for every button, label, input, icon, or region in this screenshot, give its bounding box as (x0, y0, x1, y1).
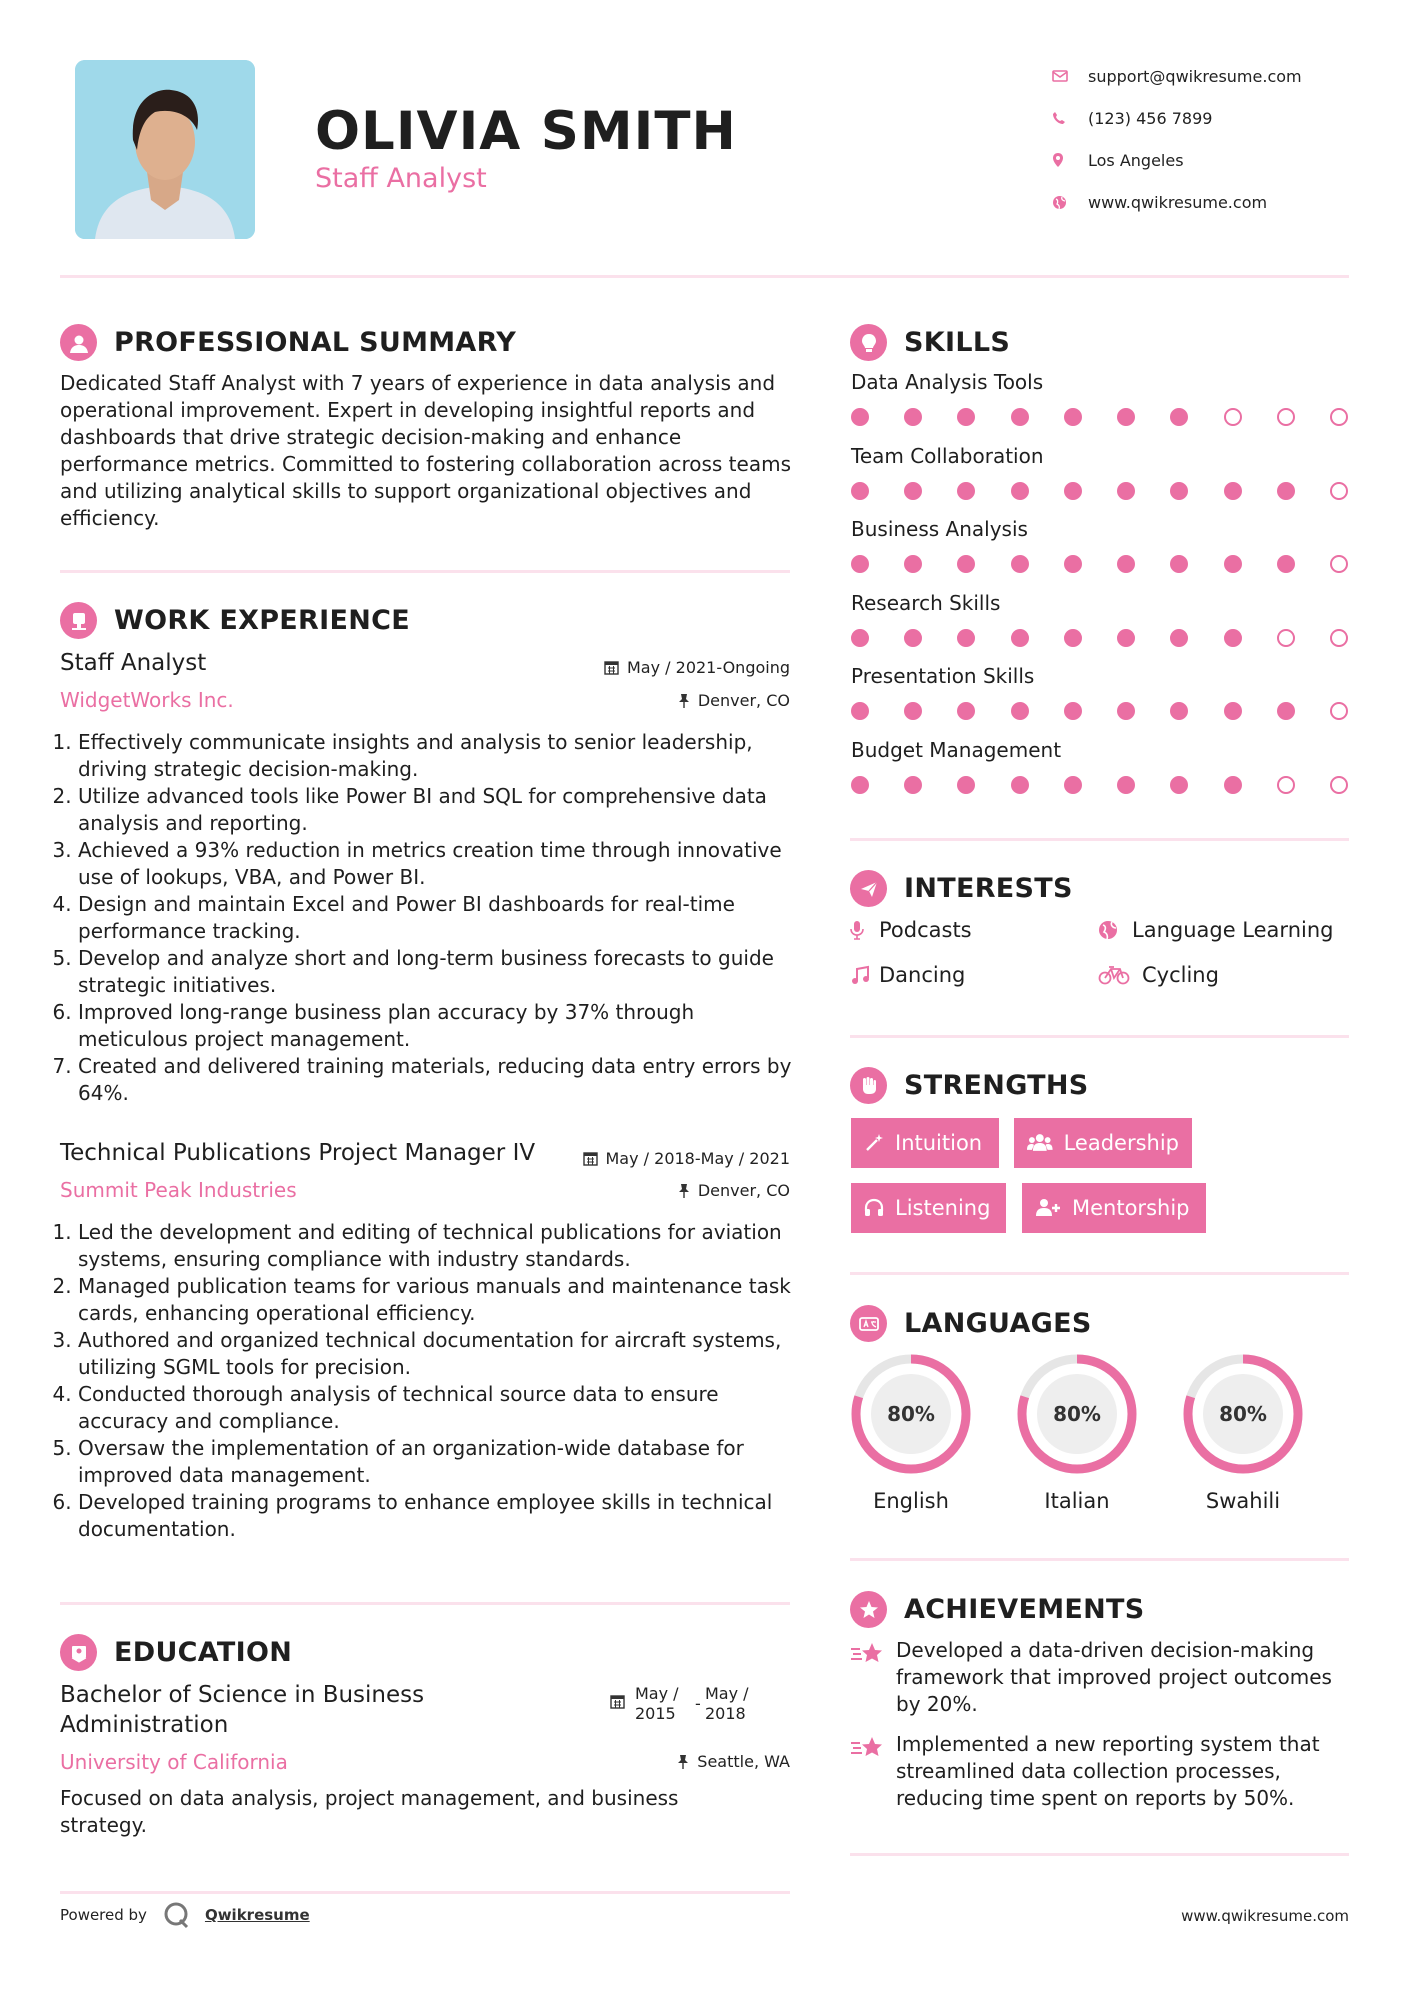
profile-photo (75, 60, 255, 239)
skill-dot-filled (1170, 482, 1188, 500)
list-item: 6. Improved long-range business plan accuracy by 37% through meticulous project management. (78, 999, 800, 1053)
summary-heading (60, 324, 516, 361)
summary-title: PROFESSIONAL SUMMARY (114, 327, 517, 358)
job-dates (580, 1149, 790, 1168)
skill-dot-filled (851, 776, 869, 794)
skill-dot-filled (1224, 702, 1242, 720)
skill-dot-filled (957, 702, 975, 720)
skill-dot-empty (1277, 776, 1295, 794)
skill-dot-filled (1224, 482, 1242, 500)
list-item: 1. Led the development and editing of technical publications for aviation systems, ensuring compliance with industry standards. (78, 1219, 800, 1273)
list-item: 6. Developed training programs to enhance employee skills in technical documentation. (78, 1489, 800, 1543)
skill-dot-filled (1170, 776, 1188, 794)
languages-heading (850, 1305, 1092, 1342)
skill-dot-filled (904, 702, 922, 720)
user-circle-icon (60, 324, 97, 361)
shooting-star-icon (850, 1731, 896, 1812)
skill-dot-filled (1170, 702, 1188, 720)
calendar-icon (604, 660, 619, 675)
education-location-text: Seattle, WA (697, 1752, 790, 1771)
skill-dot-empty (1277, 629, 1295, 647)
education-heading (60, 1634, 292, 1671)
list-item: 2. Managed publication teams for various manuals and maintenance task cards, enhancing operational efficiency. (78, 1273, 800, 1327)
language-item (1016, 1353, 1138, 1513)
skill-dot-filled (957, 408, 975, 426)
graduation-icon (60, 1634, 97, 1671)
bicycle-icon (1098, 965, 1142, 985)
skill-dot-filled (1064, 629, 1082, 647)
skill-dot-empty (1330, 776, 1348, 794)
skill-dot-empty (1330, 408, 1348, 426)
lightbulb-icon (850, 324, 887, 361)
contact-location (1052, 139, 1397, 181)
skill-dot-filled (1117, 482, 1135, 500)
contact-phone-text: (123) 456 7899 (1088, 108, 1213, 128)
language-ring (1016, 1353, 1138, 1475)
footer-url[interactable]: www.qwikresume.com (1181, 1907, 1349, 1925)
skill-dot-filled (904, 629, 922, 647)
work-heading (60, 602, 410, 639)
degree-title: Bachelor of Science in Business Administration (60, 1682, 425, 1738)
achievements-heading (850, 1591, 1145, 1628)
skill-dot-empty (1224, 408, 1242, 426)
skill-rating (851, 629, 1348, 647)
strength-tag (1022, 1183, 1206, 1233)
contact-website-text: www.qwikresume.com (1088, 192, 1268, 212)
language-item (1182, 1353, 1304, 1513)
skills-heading (850, 324, 1010, 361)
list-item: 5. Oversaw the implementation of an organization-wide database for improved data management. (78, 1435, 800, 1489)
work-title: WORK EXPERIENCE (114, 605, 410, 636)
interest-item (1098, 963, 1219, 987)
skill-dot-filled (1170, 629, 1188, 647)
job-location (500, 691, 790, 710)
languages-title: LANGUAGES (904, 1308, 1092, 1339)
skill-dot-filled (1064, 776, 1082, 794)
education-title: EDUCATION (114, 1637, 293, 1668)
interest-item (850, 918, 972, 942)
candidate-name: OLIVIA SMITH (315, 101, 737, 162)
school-name: University of California (60, 1750, 288, 1774)
strength-tag (1014, 1118, 1192, 1168)
calendar-icon (610, 1694, 625, 1709)
skill-row (851, 664, 1351, 738)
education-dates (610, 1684, 765, 1724)
interest-label: Podcasts (879, 918, 972, 942)
skill-dot-filled (1170, 555, 1188, 573)
language-ring (1182, 1353, 1304, 1475)
skill-rating (851, 482, 1348, 500)
job-company: WidgetWorks Inc. (60, 688, 234, 712)
language-name: English (873, 1489, 949, 1513)
strength-label: Intuition (895, 1131, 983, 1155)
strengths-divider (850, 1272, 1349, 1275)
job-title: Technical Publications Project Manager IV (60, 1140, 536, 1166)
list-item: 4. Conducted thorough analysis of technical source data to ensure accuracy and compliance. (78, 1381, 800, 1435)
users-icon (1027, 1133, 1053, 1153)
shooting-star-icon (850, 1637, 896, 1718)
skills-list (851, 370, 1351, 811)
skill-row (851, 738, 1351, 812)
skill-dot-filled (957, 555, 975, 573)
skill-dot-filled (1117, 629, 1135, 647)
strength-label: Mentorship (1072, 1196, 1190, 1220)
music-note-icon (850, 965, 879, 985)
job-company: Summit Peak Industries (60, 1178, 297, 1202)
skill-dot-filled (904, 776, 922, 794)
skill-dot-empty (1330, 702, 1348, 720)
skill-name: Budget Management (851, 737, 1062, 762)
skill-dot-filled (957, 629, 975, 647)
education-divider (60, 1891, 790, 1894)
raised-fist-icon (850, 1067, 887, 1104)
location-pin-icon (1052, 152, 1088, 168)
language-ring (850, 1353, 972, 1475)
qwikresume-logo-icon (161, 1900, 191, 1930)
phone-icon (1052, 111, 1088, 125)
skill-row (851, 591, 1351, 665)
globe-icon (1098, 920, 1132, 940)
qwikresume-link[interactable]: Qwikresume (204, 1906, 310, 1924)
footer-powered (60, 1900, 310, 1930)
headphones-icon (864, 1198, 884, 1218)
skill-rating (851, 555, 1348, 573)
skill-row (851, 517, 1351, 591)
job-responsibilities (60, 729, 800, 1107)
pushpin-icon (678, 1183, 690, 1198)
briefcase-icon (60, 602, 97, 639)
interests-divider (850, 1035, 1349, 1038)
skill-dot-filled (1011, 408, 1029, 426)
skill-dot-filled (1011, 555, 1029, 573)
skill-name: Data Analysis Tools (851, 370, 1044, 394)
user-plus-icon (1035, 1198, 1061, 1218)
language-percent: 80% (1219, 1402, 1267, 1426)
skill-dot-filled (1277, 555, 1295, 573)
summary-divider (60, 570, 790, 573)
skill-dot-filled (1117, 555, 1135, 573)
language-card-icon (850, 1305, 887, 1342)
skill-dot-filled (1277, 702, 1295, 720)
education-description: Focused on data analysis, project management, and business strategy. (60, 1786, 679, 1837)
strengths-heading (850, 1067, 1089, 1104)
interest-item (850, 963, 965, 987)
education-end-date: May / 2018 (705, 1684, 749, 1723)
job-dates-text: May / 2021-Ongoing (627, 658, 790, 677)
list-item: 1. Effectively communicate insights and analysis to senior leadership, driving strategic decision-making. (78, 729, 800, 783)
contact-list (1052, 55, 1397, 223)
languages-divider (850, 1558, 1349, 1561)
skill-dot-filled (1011, 629, 1029, 647)
list-item: 5. Develop and analyze short and long-term business forecasts to guide strategic initiatives. (78, 945, 800, 999)
work-divider (60, 1602, 790, 1605)
skill-dot-filled (1064, 482, 1082, 500)
list-item: 3. Authored and organized technical documentation for aircraft systems, utilizing SGML tools for precision. (78, 1327, 800, 1381)
skill-dot-empty (1277, 408, 1295, 426)
list-item: 3. Achieved a 93% reduction in metrics creation time through innovative use of lookups, VBA, and Power BI. (78, 837, 800, 891)
education-location (500, 1752, 790, 1771)
interest-item (1098, 918, 1333, 942)
language-percent: 80% (1053, 1402, 1101, 1426)
strength-label: Listening (895, 1196, 991, 1220)
envelope-icon (1052, 70, 1088, 82)
language-name: Italian (1044, 1489, 1110, 1513)
skill-dot-filled (957, 482, 975, 500)
header-divider (60, 275, 1349, 278)
skill-dot-filled (851, 555, 869, 573)
powered-by-text: Powered by (60, 1906, 147, 1924)
skill-dot-filled (1170, 408, 1188, 426)
skill-dot-filled (1224, 776, 1242, 794)
skill-name: Presentation Skills (851, 664, 1035, 688)
pushpin-icon (677, 1754, 689, 1769)
skill-dot-filled (1117, 702, 1135, 720)
skill-dot-filled (1011, 482, 1029, 500)
education-start-date: May / 2015 (635, 1684, 679, 1723)
skill-dot-filled (851, 408, 869, 426)
job-location-text: Denver, CO (697, 1181, 790, 1200)
skill-rating (851, 702, 1348, 720)
contact-website[interactable] (1052, 181, 1397, 223)
achievement-text: Implemented a new reporting system that streamlined data collection processes, reducing time spent on reports by 50%. (896, 1732, 1320, 1810)
skill-rating (851, 408, 1348, 426)
pushpin-icon (678, 693, 690, 708)
skill-dot-empty (1330, 482, 1348, 500)
language-percent: 80% (887, 1402, 935, 1426)
language-item (850, 1353, 972, 1513)
contact-email-text: support@qwikresume.com (1088, 66, 1302, 86)
skill-dot-filled (904, 482, 922, 500)
skill-rating (851, 776, 1348, 794)
skill-row (851, 444, 1351, 518)
skill-name: Research Skills (851, 590, 1001, 615)
skills-divider (850, 838, 1349, 841)
list-item: 4. Design and maintain Excel and Power BI dashboards for real-time performance tracking. (78, 891, 800, 945)
star-badge-icon (850, 1591, 887, 1628)
skill-name: Business Analysis (851, 517, 1028, 541)
paper-plane-icon (850, 870, 887, 907)
job-dates-text: May / 2018-May / 2021 (605, 1149, 790, 1168)
skill-name: Team Collaboration (851, 443, 1044, 468)
skill-dot-filled (1064, 702, 1082, 720)
skill-dot-filled (957, 776, 975, 794)
contact-location-text: Los Angeles (1088, 150, 1184, 170)
interest-label: Cycling (1142, 963, 1219, 987)
contact-phone[interactable] (1052, 97, 1397, 139)
achievements-divider (850, 1853, 1349, 1856)
achievement-item (850, 1731, 1350, 1812)
skill-dot-filled (1011, 776, 1029, 794)
job-dates (500, 658, 790, 677)
skill-dot-filled (851, 482, 869, 500)
interest-label: Dancing (879, 963, 966, 987)
interests-title: INTERESTS (904, 873, 1073, 904)
strength-tag (851, 1118, 999, 1168)
skill-dot-filled (904, 555, 922, 573)
contact-email[interactable] (1052, 55, 1397, 97)
skill-dot-filled (851, 629, 869, 647)
candidate-role: Staff Analyst (315, 163, 487, 194)
skill-dot-filled (1011, 702, 1029, 720)
skill-dot-filled (1064, 555, 1082, 573)
summary-text: Dedicated Staff Analyst with 7 years of experience in data analysis and operational improvement. Expert in developing insightful reports and dashboards that drive strategic decision-making and enhance performance metrics. Committed to fostering collaboration across teams and utilizing analytical skills to support organizational objectives and efficiency. (60, 371, 791, 530)
skill-dot-empty (1330, 629, 1348, 647)
skill-dot-empty (1330, 555, 1348, 573)
achievements-title: ACHIEVEMENTS (904, 1594, 1145, 1625)
strengths-title: STRENGTHS (904, 1070, 1089, 1101)
skills-title: SKILLS (904, 327, 1011, 358)
strength-label: Leadership (1063, 1131, 1179, 1155)
skill-dot-filled (851, 702, 869, 720)
achievement-item (850, 1637, 1350, 1718)
language-name: Swahili (1205, 1489, 1281, 1513)
skill-dot-filled (1117, 776, 1135, 794)
job-location-text: Denver, CO (697, 691, 790, 710)
skill-row (851, 370, 1351, 444)
skill-dot-filled (1117, 408, 1135, 426)
achievement-text: Developed a data-driven decision-making framework that improved project outcomes by 20%. (896, 1638, 1332, 1716)
skill-dot-filled (1064, 408, 1082, 426)
skill-dot-filled (1224, 629, 1242, 647)
interests-heading (850, 870, 1073, 907)
skill-dot-filled (904, 408, 922, 426)
skill-dot-filled (1224, 555, 1242, 573)
microphone-icon (850, 920, 879, 940)
job-responsibilities (60, 1219, 800, 1543)
job-location (500, 1181, 790, 1200)
skill-dot-filled (1277, 482, 1295, 500)
magic-wand-icon (864, 1133, 884, 1153)
strength-tag (851, 1183, 1006, 1233)
job-title: Staff Analyst (60, 650, 207, 676)
interest-label: Language Learning (1132, 918, 1334, 942)
globe-icon (1052, 195, 1088, 210)
list-item: 2. Utilize advanced tools like Power BI and SQL for comprehensive data analysis and reporting. (78, 783, 800, 837)
list-item: 7. Created and delivered training materials, reducing data entry errors by 64%. (78, 1053, 800, 1107)
calendar-icon (583, 1151, 598, 1166)
date-separator: - (695, 1694, 701, 1713)
